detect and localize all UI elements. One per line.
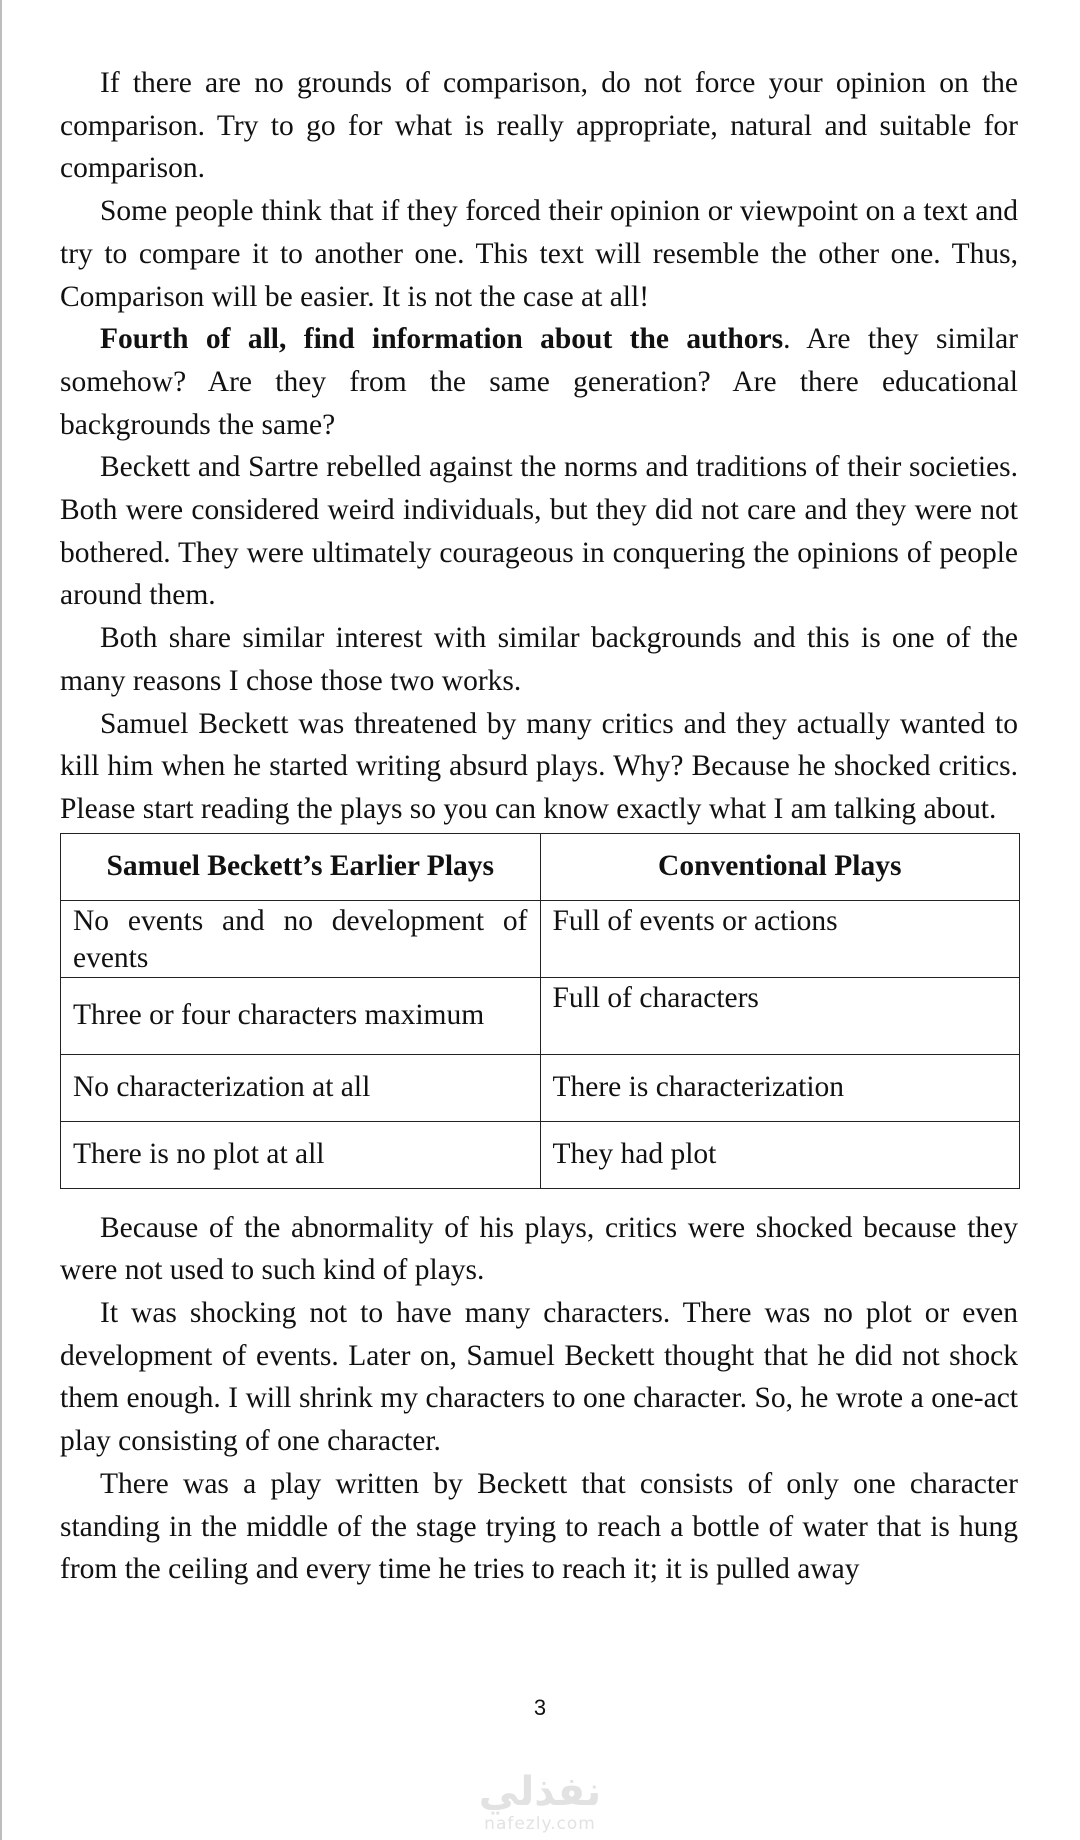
table-row xyxy=(61,1121,1020,1188)
page-number: 3 xyxy=(533,1695,547,1720)
document-body xyxy=(60,62,1018,1591)
watermark-logo: نفذلي xyxy=(478,1769,602,1815)
paragraph-shocking: It was shocking not to have many characters. There was no plot or even development of events. Later on, Samuel Beckett thought that he did not shock them enough. I will shrink my characters to one character. So, he wrote a one-act play consisting of one character. xyxy=(60,1297,1018,1458)
table-header-row xyxy=(61,833,1020,900)
comparison-table xyxy=(60,833,1020,1189)
paragraph-one-character-play: There was a play written by Beckett that consists of only one character standing in the middle of the stage trying to reach a bottle of water that is hung from the ceiling and every time he tries to reach it; it is pulled away xyxy=(60,1467,1018,1586)
watermark xyxy=(0,1770,1080,1834)
table-cell-conventional: Full of characters xyxy=(540,977,1020,1054)
table-row xyxy=(61,1054,1020,1121)
table-header-conventional: Conventional Plays xyxy=(540,833,1020,900)
watermark-site: nafezly.com xyxy=(484,1814,596,1834)
table-cell-conventional: They had plot xyxy=(540,1121,1020,1188)
table-row xyxy=(61,977,1020,1054)
paragraph-threatened: Samuel Beckett was threatened by many critics and they actually wanted to kill him when he started writing absurd plays. Why? Because he shocked critics. Please start reading the plays so you can know exactly what I am talking about. xyxy=(60,707,1018,825)
table-cell-beckett: There is no plot at all xyxy=(61,1121,541,1188)
bold-heading-authors: Fourth of all, find information about the authors xyxy=(100,323,784,356)
paragraph-forced-opinion: Some people think that if they forced their opinion or viewpoint on a text and try to compare it to another one. This text will resemble the other one. Thus, Comparison will be easier. It is not the case at all! xyxy=(60,195,1018,313)
paragraph-abnormality: Because of the abnormality of his plays, critics were shocked because they were not used to such kind of plays. xyxy=(60,1211,1018,1287)
table-header-beckett: Samuel Beckett’s Earlier Plays xyxy=(61,833,541,900)
paragraph-rebellion: Beckett and Sartre rebelled against the norms and traditions of their societies. Both were considered weird individuals, but they did not care and they were not bothered. They were ultimately courageous in conquering the opinions of people around them. xyxy=(60,451,1018,612)
table-cell-conventional: There is characterization xyxy=(540,1054,1020,1121)
table-cell-conventional: Full of events or actions xyxy=(540,900,1020,977)
paragraph-no-grounds: If there are no grounds of comparison, do not force your opinion on the comparison. Try to go for what is really appropriate, natural and suitable for comparison. xyxy=(60,67,1018,185)
table-cell-beckett: No events and no development of events xyxy=(61,900,541,977)
table-cell-beckett: No characterization at all xyxy=(61,1054,541,1121)
paragraph-shared-interest: Both share similar interest with similar backgrounds and this is one of the many reasons I chose those two works. xyxy=(60,622,1018,697)
table-row xyxy=(61,900,1020,977)
paragraph-authors-rest: . Are they similar somehow? Are they from the same generation? Are there educational backgrounds the same? xyxy=(60,323,1018,441)
page-edge xyxy=(0,0,2,1840)
paragraph-authors-info xyxy=(60,318,1018,446)
table-cell-beckett: Three or four characters maximum xyxy=(61,977,541,1054)
